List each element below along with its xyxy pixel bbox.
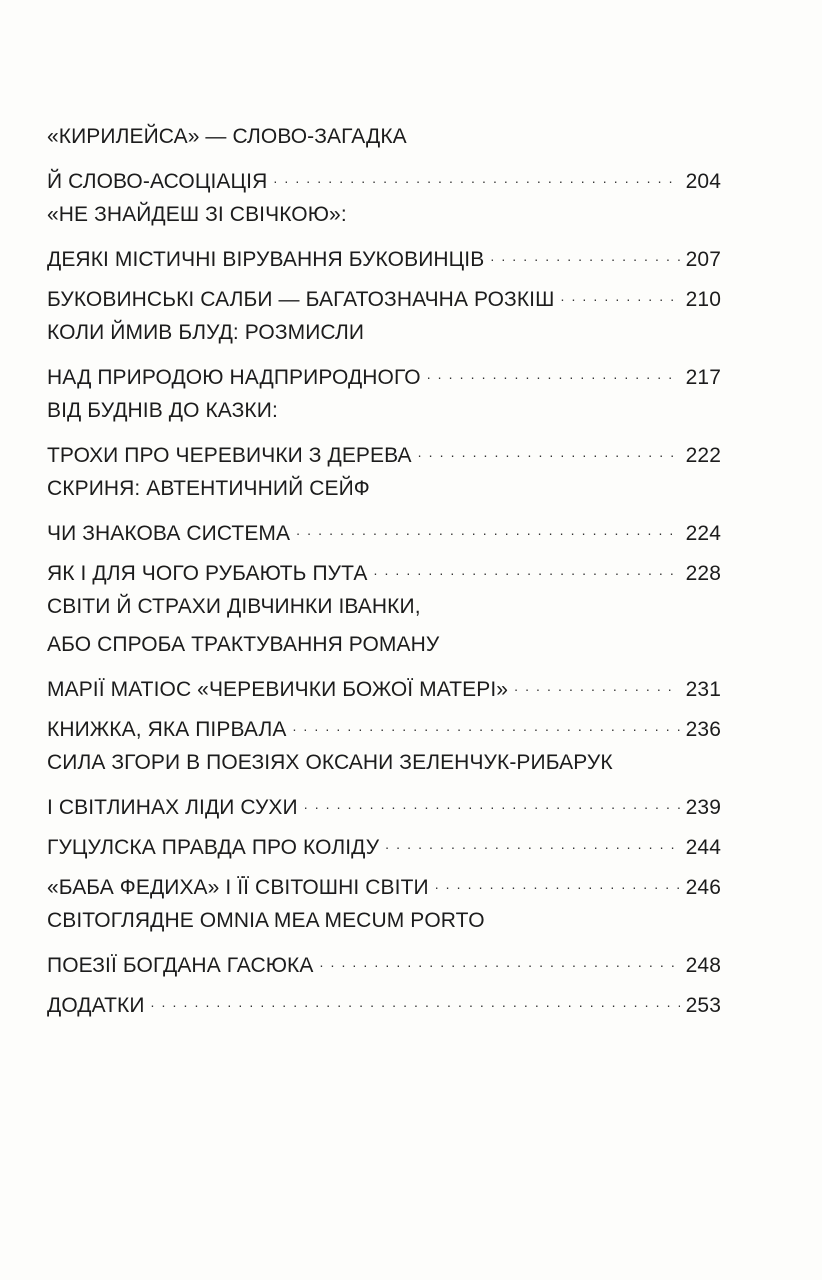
toc-entry-title-line: СВІТОГЛЯДНЕ OMNIA MEA MECUM PORTO <box>47 909 485 932</box>
page-number: 231 <box>685 678 721 701</box>
toc-entry-title: ЯК І ДЛЯ ЧОГО РУБАЮТЬ ПУТА <box>47 562 368 585</box>
dot-leader <box>560 280 679 306</box>
dot-leader <box>490 240 679 266</box>
toc-entry <box>47 202 721 271</box>
toc-entry <box>47 908 721 977</box>
toc-entry-title: МАРІЇ МАТІОС «ЧЕРЕВИЧКИ БОЖОЇ МАТЕРІ» <box>47 678 509 701</box>
toc-entry-title-line: КОЛИ ЙМИВ БЛУД: РОЗМИСЛИ <box>47 321 365 344</box>
toc-entry-title-line: «НЕ ЗНАЙДЕШ ЗІ СВІЧКОЮ»: <box>47 203 347 226</box>
toc-entry-row <box>47 436 721 467</box>
page-number: 239 <box>685 796 721 819</box>
toc-entry-row <box>47 554 721 585</box>
toc-entry <box>47 476 721 545</box>
toc-entry-title: Й СЛОВО-АСОЦІАЦІЯ <box>47 170 268 193</box>
toc-entry <box>47 710 721 741</box>
toc-entry-title: ЧИ ЗНАКОВА СИСТЕМА <box>47 522 291 545</box>
toc-entry-title: ДОДАТКИ <box>47 994 145 1017</box>
toc-entry-title: «БАБА ФЕДИХА» І ЇЇ СВІТОШНІ СВІТИ <box>47 876 429 899</box>
page-number: 224 <box>685 522 721 545</box>
toc-entry-row <box>47 868 721 899</box>
toc-entry-title-line: СВІТИ Й СТРАХИ ДІВЧИНКИ ІВАНКИ, <box>47 595 421 618</box>
dot-leader <box>514 670 680 696</box>
toc-entry <box>47 828 721 859</box>
toc-entry <box>47 398 721 467</box>
toc-entry <box>47 554 721 585</box>
dot-leader <box>373 554 679 580</box>
page-number: 244 <box>685 836 721 859</box>
toc-entry-row <box>47 240 721 271</box>
table-of-contents <box>47 124 721 1026</box>
page-number: 222 <box>685 444 721 467</box>
toc-entry <box>47 124 721 193</box>
toc-entry <box>47 750 721 819</box>
toc-entry-row <box>47 828 721 859</box>
toc-entry-title: ТРОХИ ПРО ЧЕРЕВИЧКИ З ДЕРЕВА <box>47 444 412 467</box>
toc-entry <box>47 280 721 311</box>
dot-leader <box>427 358 680 384</box>
toc-entry-title: І СВІТЛИНАХ ЛІДИ СУХИ <box>47 796 298 819</box>
toc-entry-row <box>47 358 721 389</box>
toc-entry-row <box>47 710 721 741</box>
toc-entry-title-line: «КИРИЛЕЙСА» — СЛОВО-ЗАГАДКА <box>47 125 407 148</box>
toc-entry-row <box>47 788 721 819</box>
toc-entry-row <box>47 514 721 545</box>
dot-leader <box>296 514 680 540</box>
page-number: 207 <box>685 248 721 271</box>
dot-leader <box>304 788 680 814</box>
toc-entry-title: БУКОВИНСЬКІ САЛБИ — БАГАТОЗНАЧНА РОЗКІШ <box>47 288 555 311</box>
toc-entry <box>47 594 721 701</box>
toc-entry-row <box>47 280 721 311</box>
page-number: 204 <box>685 170 721 193</box>
dot-leader <box>385 828 680 854</box>
page-number: 217 <box>685 366 721 389</box>
dot-leader <box>151 986 680 1012</box>
toc-entry-title: ДЕЯКІ МІСТИЧНІ ВІРУВАННЯ БУКОВИНЦІВ <box>47 248 485 271</box>
page-number: 236 <box>685 718 721 741</box>
dot-leader <box>435 868 680 894</box>
toc-entry-row <box>47 946 721 977</box>
dot-leader <box>292 710 679 736</box>
toc-entry-row <box>47 162 721 193</box>
toc-entry-title-line: АБО СПРОБА ТРАКТУВАННЯ РОМАНУ <box>47 633 440 656</box>
toc-entry-title: ГУЦУЛСКА ПРАВДА ПРО КОЛІДУ <box>47 836 380 859</box>
toc-entry-title: КНИЖКА, ЯКА ПІРВАЛА <box>47 718 287 741</box>
dot-leader <box>319 946 679 972</box>
page-number: 228 <box>685 562 721 585</box>
page-number: 248 <box>685 954 721 977</box>
toc-entry-title-line: СИЛА ЗГОРИ В ПОЕЗІЯХ ОКСАНИ ЗЕЛЕНЧУК-РИБАРУК <box>47 751 613 774</box>
toc-entry-title: ПОЕЗІЇ БОГДАНА ГАСЮКА <box>47 954 314 977</box>
page-number: 246 <box>685 876 721 899</box>
dot-leader <box>418 436 680 462</box>
toc-entry <box>47 986 721 1017</box>
dot-leader <box>273 162 679 188</box>
page-number: 253 <box>685 994 721 1017</box>
toc-entry-title-line: СКРИНЯ: АВТЕНТИЧНИЙ СЕЙФ <box>47 477 370 500</box>
toc-entry-title: НАД ПРИРОДОЮ НАДПРИРОДНОГО <box>47 366 421 389</box>
toc-entry-row <box>47 986 721 1017</box>
toc-entry-row <box>47 670 721 701</box>
toc-entry-title-line: ВІД БУДНІВ ДО КАЗКИ: <box>47 399 278 422</box>
toc-entry <box>47 868 721 899</box>
page-number: 210 <box>685 288 721 311</box>
toc-entry <box>47 320 721 389</box>
